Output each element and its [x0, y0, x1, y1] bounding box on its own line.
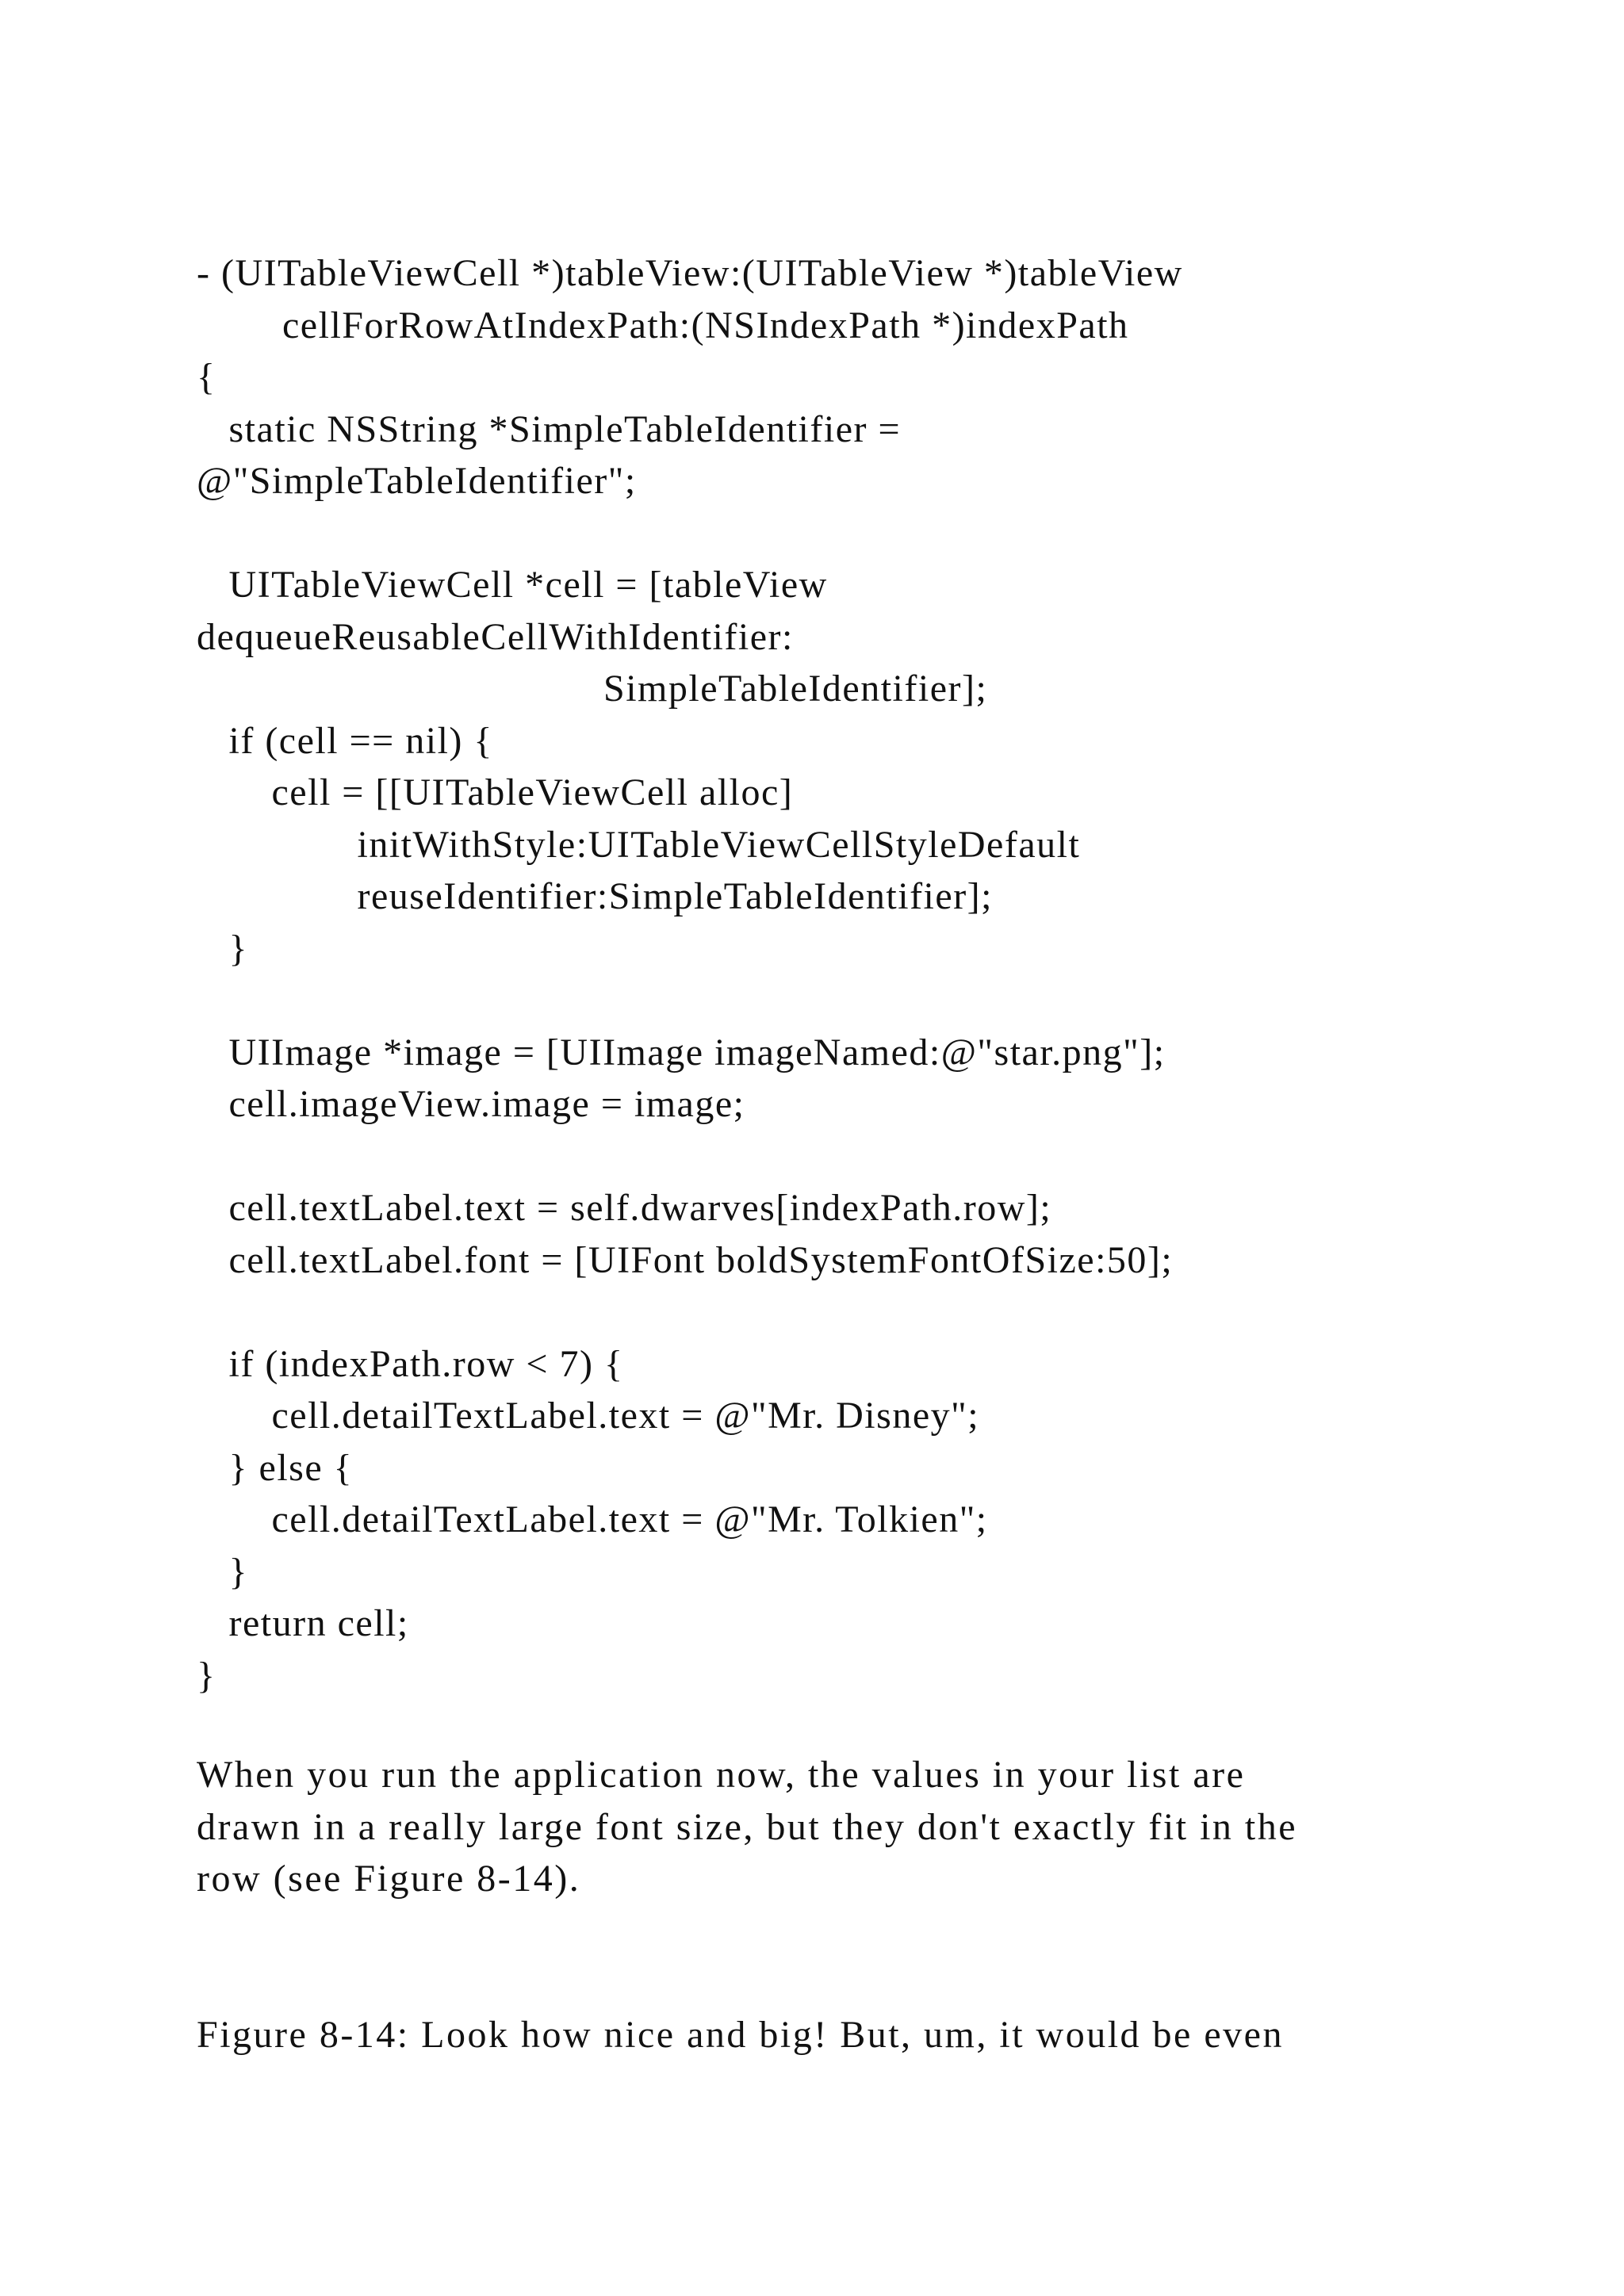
- code-line: }: [197, 927, 249, 970]
- body-paragraph: [197, 1749, 1481, 1905]
- code-line: } else {: [197, 1446, 354, 1489]
- paragraph-line: row (see Figure 8-14).: [197, 1858, 581, 1900]
- code-line: initWithStyle:UITableViewCellStyleDefault: [197, 823, 1081, 866]
- code-line: cell.detailTextLabel.text = @"Mr. Tolkien";: [197, 1498, 988, 1540]
- code-line: reuseIdentifier:SimpleTableIdentifier];: [197, 875, 993, 917]
- code-line: SimpleTableIdentifier];: [197, 668, 988, 710]
- code-listing: [197, 247, 1481, 1701]
- code-line: return cell;: [197, 1602, 409, 1644]
- code-line: [197, 974, 1481, 1027]
- code-line: [197, 1286, 1481, 1338]
- code-line: }: [197, 1550, 249, 1593]
- code-line: [197, 507, 1481, 560]
- code-line: if (cell == nil) {: [197, 719, 493, 762]
- paragraph-line: drawn in a really large font size, but they don't exactly fit in the: [197, 1805, 1298, 1848]
- code-line: [197, 1131, 1481, 1183]
- code-line: UIImage *image = [UIImage imageNamed:@"star.png"];: [197, 1031, 1166, 1073]
- code-line: cell.detailTextLabel.text = @"Mr. Disney";: [197, 1395, 980, 1437]
- code-line: @"SimpleTableIdentifier";: [197, 460, 637, 502]
- code-line: - (UITableViewCell *)tableView:(UITableView *)tableView: [197, 252, 1183, 294]
- code-line: cellForRowAtIndexPath:(NSIndexPath *)indexPath: [197, 304, 1129, 346]
- code-line: cell.textLabel.text = self.dwarves[indexPath.row];: [197, 1187, 1052, 1229]
- code-line: {: [197, 356, 216, 398]
- code-line: cell.textLabel.font = [UIFont boldSystemFontOfSize:50];: [197, 1238, 1174, 1281]
- figure-caption: Figure 8-14: Look how nice and big! But, um, it would be even: [197, 2014, 1284, 2056]
- code-line: dequeueReusableCellWithIdentifier:: [197, 615, 794, 658]
- code-line: UITableViewCell *cell = [tableView: [197, 564, 828, 606]
- code-line: cell = [[UITableViewCell alloc]: [197, 771, 794, 813]
- paragraph-line: When you run the application now, the values in your list are: [197, 1754, 1246, 1796]
- code-line: }: [197, 1654, 216, 1697]
- code-line: cell.imageView.image = image;: [197, 1083, 745, 1125]
- code-line: if (indexPath.row < 7) {: [197, 1342, 624, 1385]
- code-line: static NSString *SimpleTableIdentifier =: [197, 408, 902, 450]
